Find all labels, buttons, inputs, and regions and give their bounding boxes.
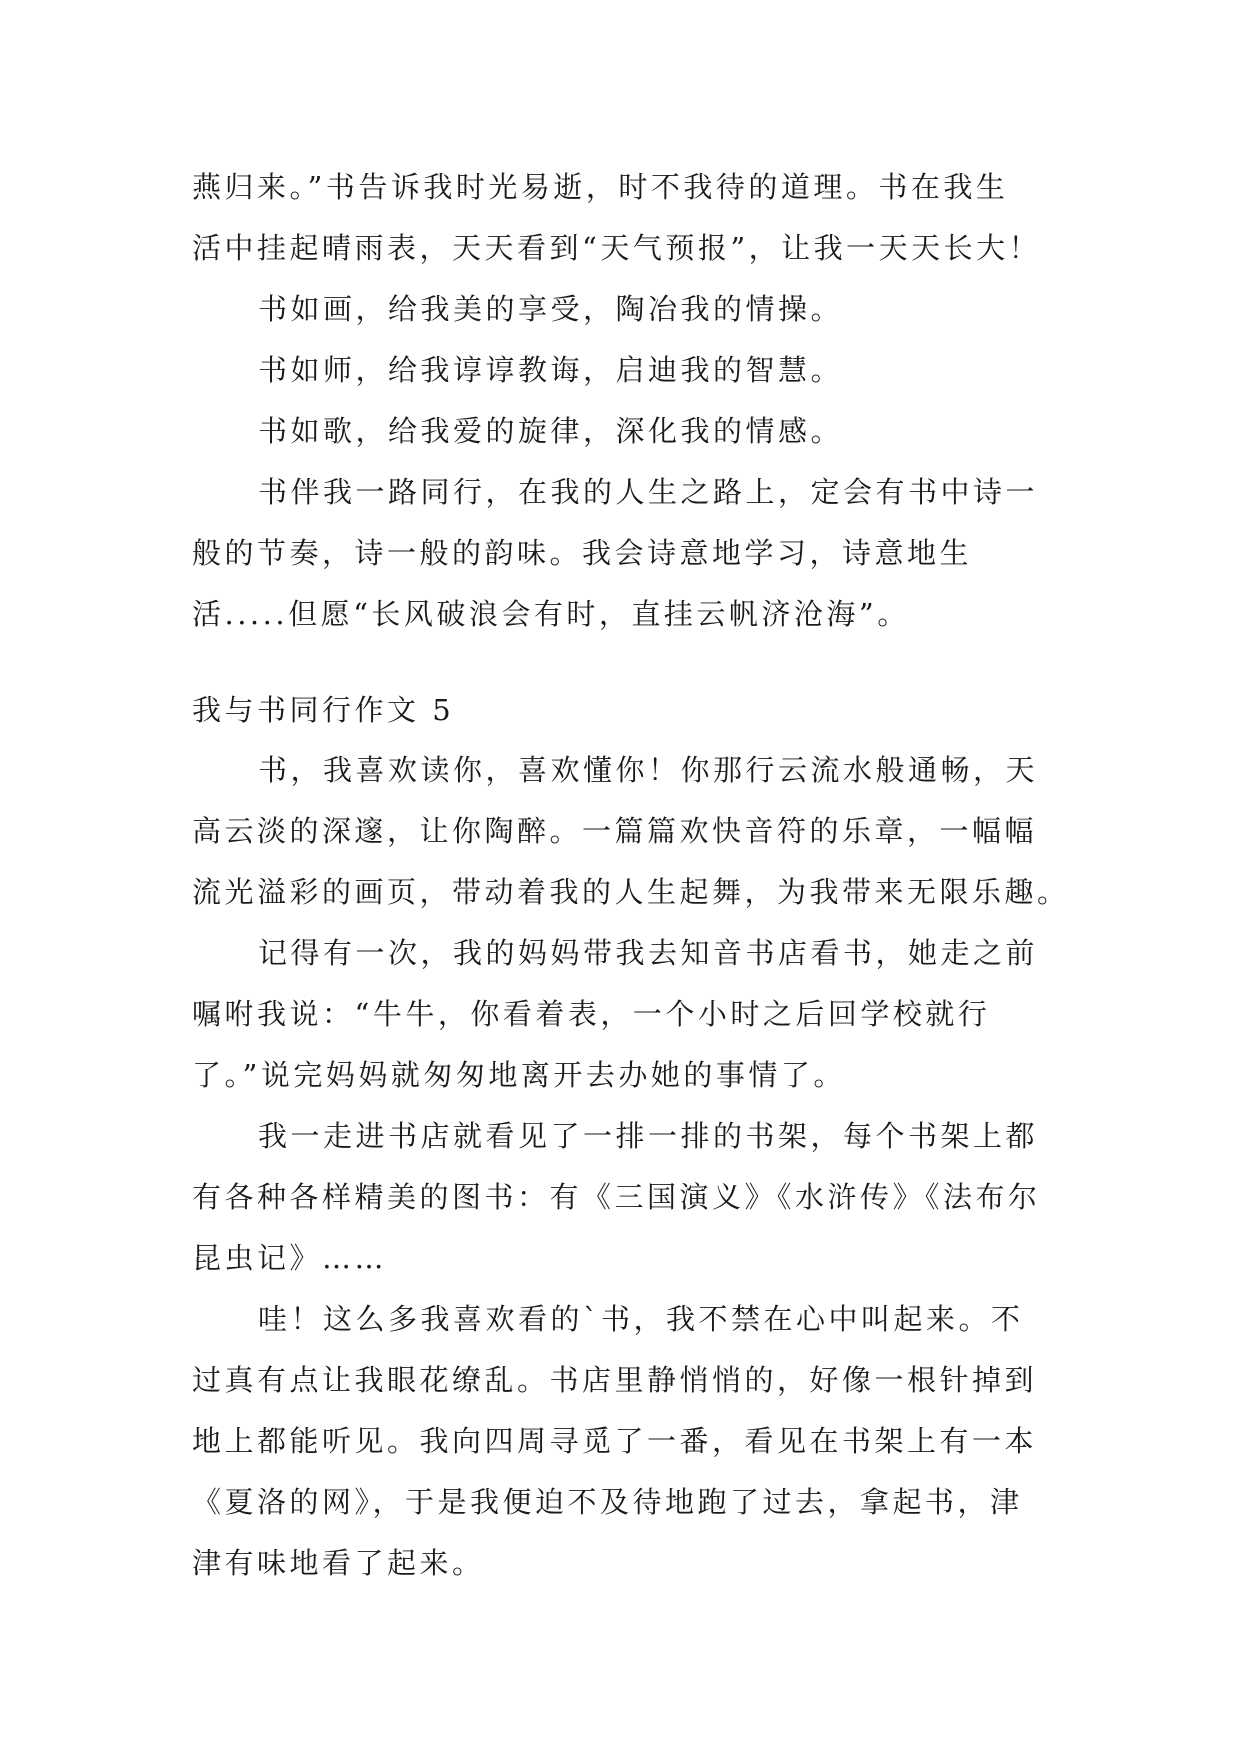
text-line: 昆虫记》…… [192,1241,388,1275]
text-line: 记得有一次，我的妈妈带我去知音书店看书，她走之前 [258,936,1039,970]
text-line: 了。”说完妈妈就匆匆地离开去办她的事情了。 [192,1058,846,1092]
text-line: 哇！这么多我喜欢看的`书，我不禁在心中叫起来。不 [258,1302,1024,1336]
text-line: 书，我喜欢读你，喜欢懂你！你那行云流水般通畅，天 [258,753,1039,787]
text-line: 活.....但愿“长风破浪会有时，直挂云帆济沧海”。 [192,597,910,631]
text-line: 过真有点让我眼花缭乱。书店里静悄悄的，好像一根针掉到 [192,1363,1038,1397]
text-line: 般的节奏，诗一般的韵味。我会诗意地学习，诗意地生 [192,536,973,570]
essay-body [192,740,1070,1594]
text-line: 书如歌，给我爱的旋律，深化我的情感。 [258,414,844,448]
text-line: 《夏洛的网》，于是我便迫不及待地跑了过去，拿起书，津 [192,1485,1023,1519]
text-line: 书如画，给我美的享受，陶冶我的情操。 [258,292,844,326]
text-line: 有各种各样精美的图书：有《三国演义》《水浒传》《法布尔 [192,1180,1041,1214]
previous-essay-continuation [192,157,1054,645]
text-line: 津有味地看了起来。 [192,1546,485,1580]
text-line: 流光溢彩的画页，带动着我的人生起舞，为我带来无限乐趣。 [192,875,1070,909]
text-line: 书如师，给我谆谆教诲，启迪我的智慧。 [258,353,844,387]
text-line: 高云淡的深邃，让你陶醉。一篇篇欢快音符的乐章，一幅幅 [192,814,1038,848]
text-line: 书伴我一路同行，在我的人生之路上，定会有书中诗一 [258,475,1039,509]
text-line: 我一走进书店就看见了一排一排的书架，每个书架上都 [258,1119,1039,1153]
text-line: 嘱咐我说：“牛牛，你看着表，一个小时之后回学校就行 [192,997,991,1031]
text-line: 活中挂起晴雨表，天天看到“天气预报”，让我一天天长大！ [192,231,1042,265]
text-line: 燕归来。”书告诉我时光易逝，时不我待的道理。书在我生 [192,170,1009,204]
text-line: 地上都能听见。我向四周寻觅了一番，看见在书架上有一本 [192,1424,1038,1458]
essay-title: 我与书同行作文 5 [192,693,455,727]
